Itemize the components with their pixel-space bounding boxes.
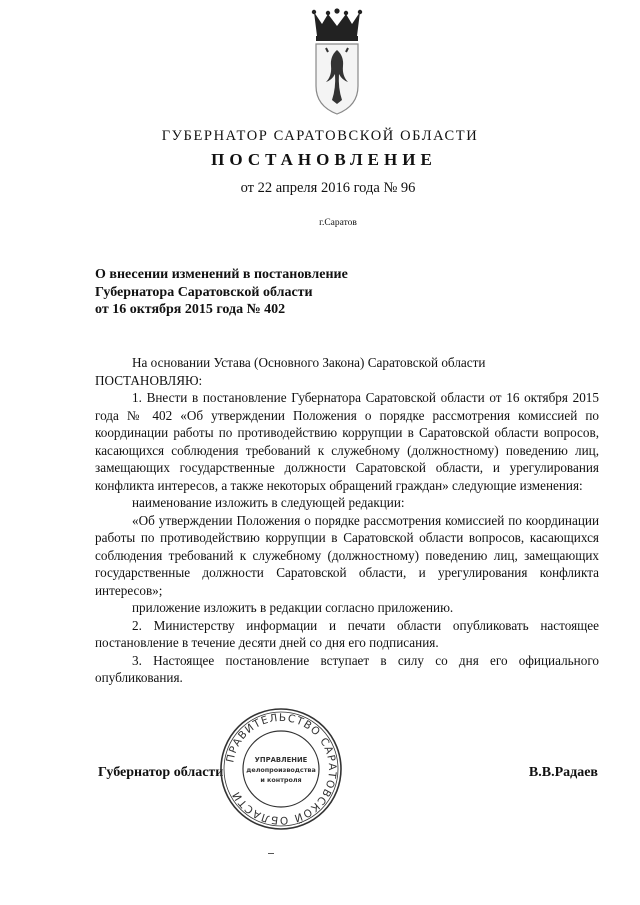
decree-body — [95, 354, 599, 687]
subject-line: О внесении изменений в постановление — [95, 267, 348, 282]
body-paragraph: 1. Внести в постановление Губернатора Саратовской области от 16 октября 2015 года № 402 «Об утверждении Положения о порядке рассмотрения комиссией по координации работы по противодействию коррупции в Саратовской области вопросов, касающихся соблюдения требований к служебному (должностному) поведению лиц, замещающих государственные должности Саратовской области, и урегулирования конфликта интересов, а также некоторых обращений граждан» следующие изменения: — [95, 390, 599, 493]
issue-city: г.Саратов — [319, 218, 357, 228]
body-paragraph: На основании Устава (Основного Закона) Саратовской области — [132, 355, 486, 370]
body-paragraph: 2. Министерству информации и печати области опубликовать настоящее постановление в течение десяти дней со дня его подписания. — [95, 617, 599, 650]
body-paragraph: 3. Настоящее постановление вступает в силу со дня его официального опубликования. — [95, 652, 599, 685]
signatory-name: В.В.Радаев — [528, 765, 598, 780]
official-stamp-icon — [218, 706, 344, 832]
coat-of-arms-icon — [306, 8, 368, 116]
signatory-position: Губернатор области — [98, 765, 224, 780]
stamp-ring-text: ПРАВИТЕЛЬСТВО САРАТОВСКОЙ ОБЛАСТИ — [224, 711, 339, 827]
body-paragraph: «Об утверждении Положения о порядке рассмотрения комиссией по координации работы по противодействию коррупции в Саратовской области вопросов, касающихся соблюдения требований к служебному (должностному) поведению лиц, замещающих государственные должности Саратовской области, и урегулирования конфликта интересов»; — [95, 512, 599, 598]
subject-line: Губернатора Саратовской области — [95, 284, 313, 300]
body-paragraph: приложение изложить в редакции согласно приложению. — [132, 600, 454, 615]
decree-subject — [95, 266, 435, 319]
governor-title: ГУБЕРНАТОР САРАТОВСКОЙ ОБЛАСТИ — [161, 128, 479, 144]
stamp-line: делопроизводства — [246, 766, 316, 774]
document-type-title: ПОСТАНОВЛЕНИЕ — [211, 150, 437, 169]
body-paragraph-resolve: ПОСТАНОВЛЯЮ: — [95, 372, 203, 388]
stamp-line: и контроля — [260, 776, 302, 784]
body-paragraph: наименование изложить в следующей редакции: — [132, 495, 405, 510]
decree-date-number: от 22 апреля 2016 года № 96 — [240, 180, 416, 196]
subject-line: от 16 октября 2015 года № 402 — [95, 302, 286, 317]
scan-mark — [268, 853, 274, 854]
stamp-line: УПРАВЛЕНИЕ — [254, 756, 308, 764]
